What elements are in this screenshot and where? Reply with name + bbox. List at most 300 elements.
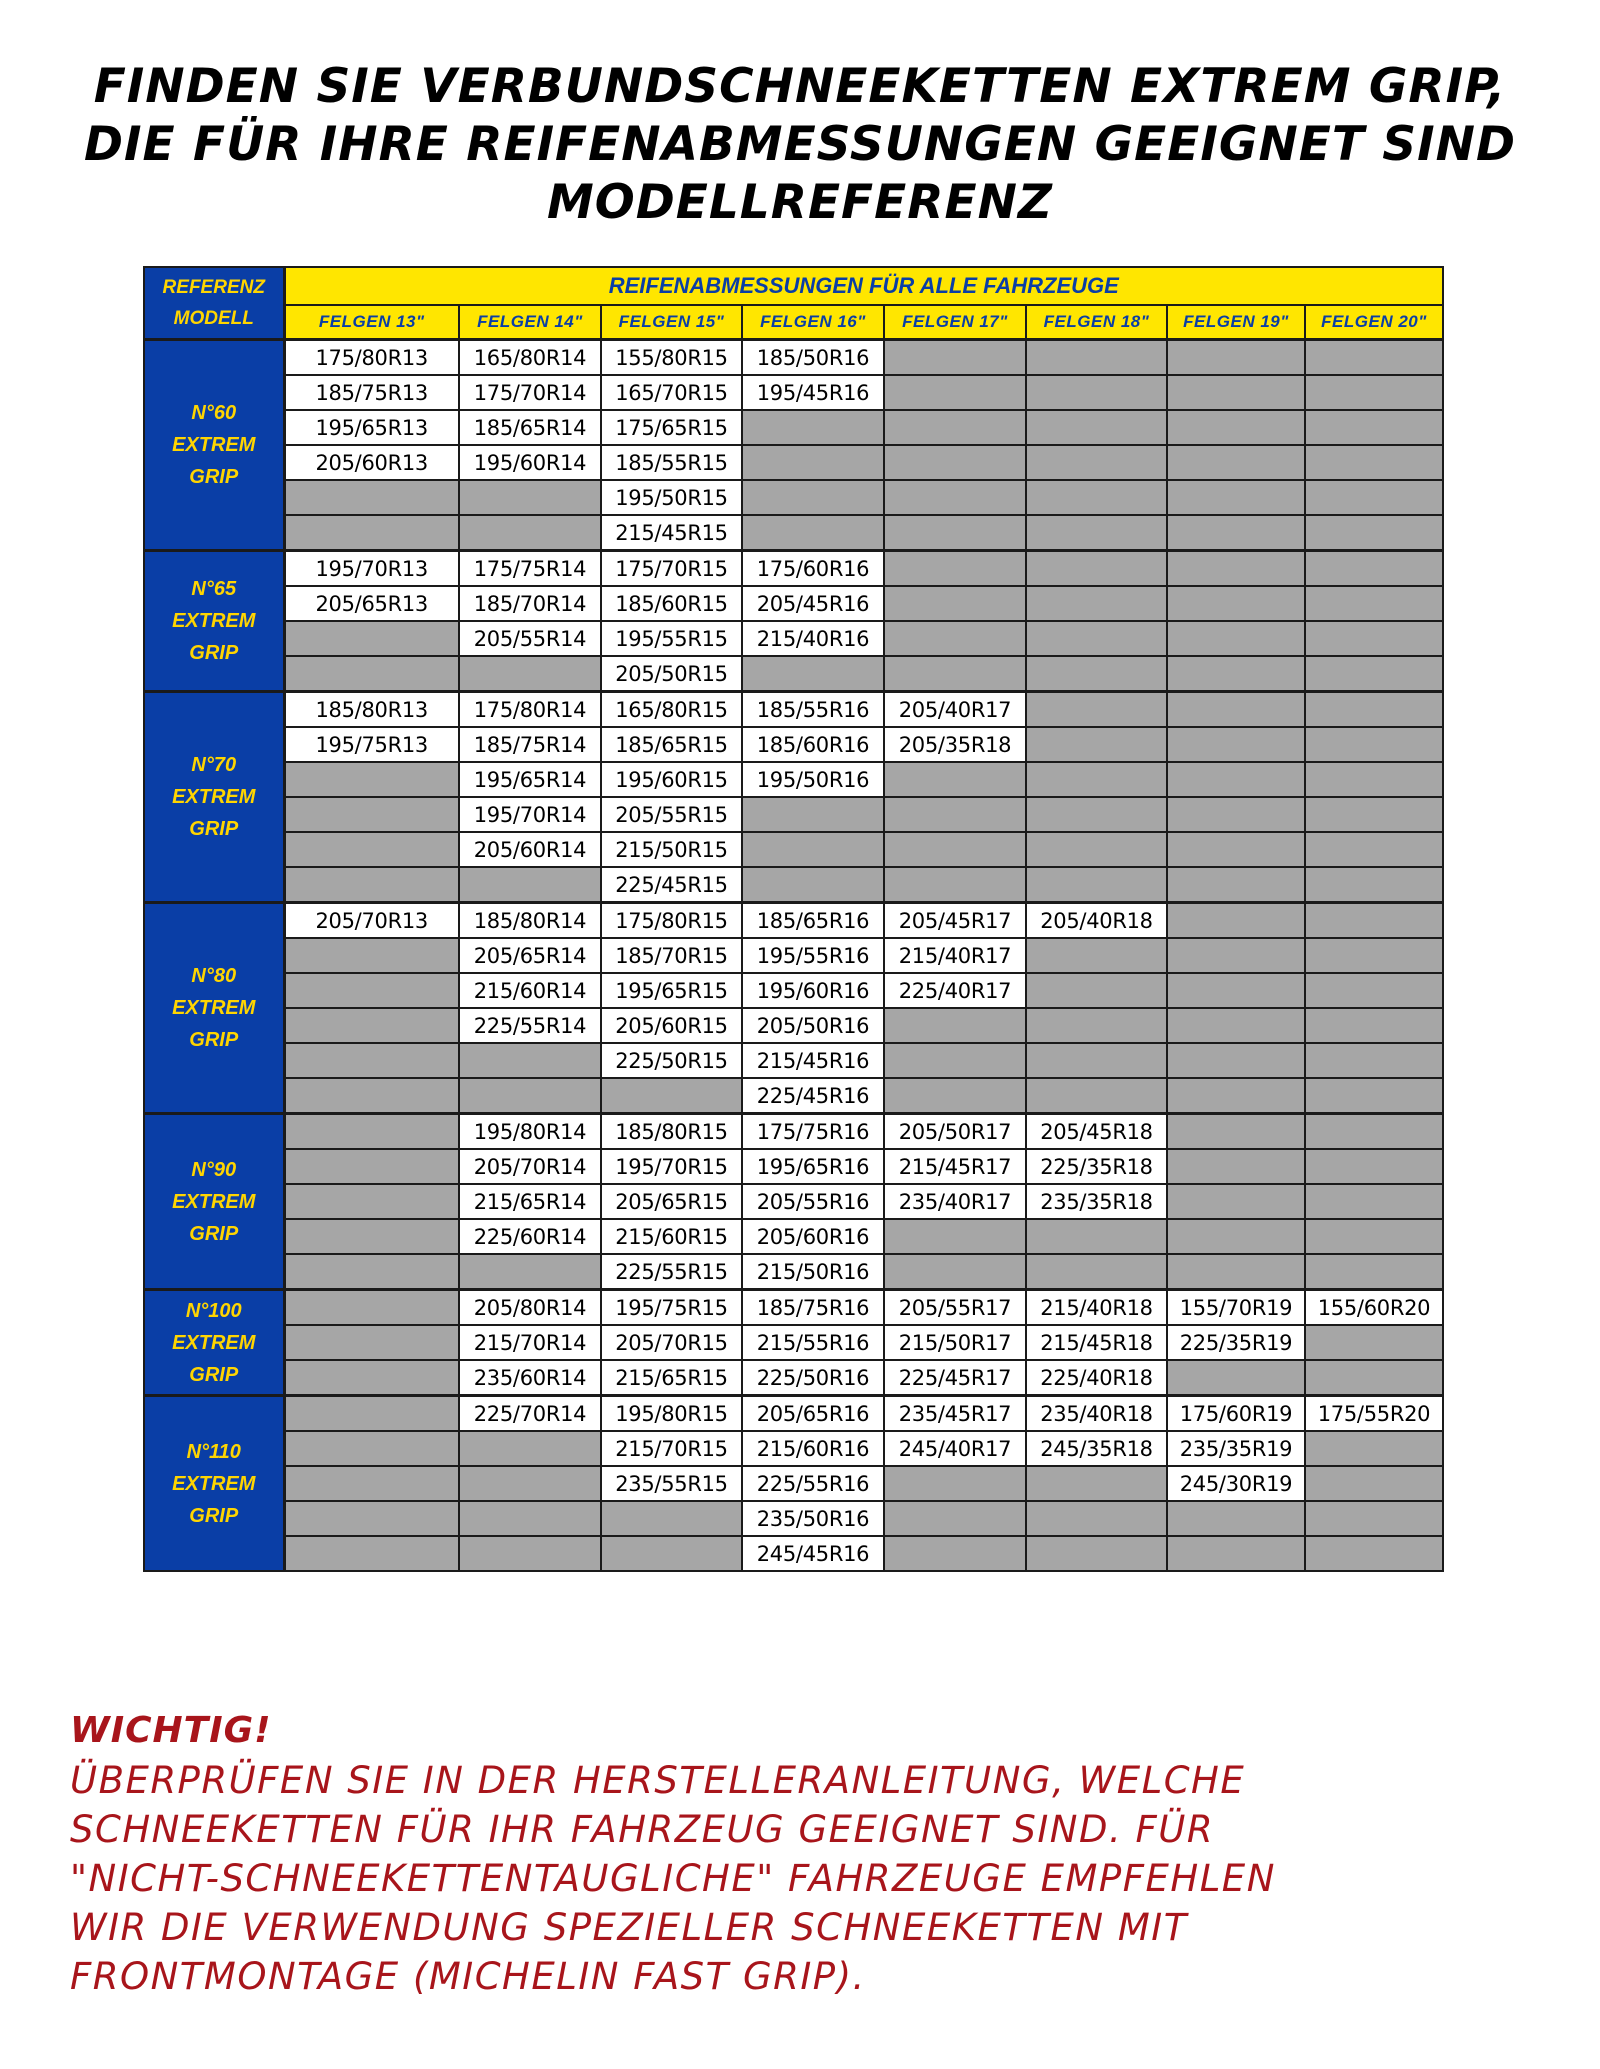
- empty-cell: [284, 973, 459, 1008]
- table-row: [144, 1254, 1443, 1290]
- empty-cell: [284, 1149, 459, 1184]
- empty-cell: [1026, 1501, 1167, 1536]
- empty-cell: [1026, 656, 1167, 692]
- empty-cell: [284, 867, 459, 903]
- model-reference-cell: [144, 692, 284, 903]
- tire-size-cell: 205/50R15: [601, 656, 742, 692]
- tire-size-cell: 215/50R17: [884, 1325, 1026, 1360]
- tire-size-cell: 215/45R17: [884, 1149, 1026, 1184]
- tire-size-cell: 155/70R19: [1167, 1290, 1305, 1326]
- empty-cell: [1305, 621, 1443, 656]
- empty-cell: [459, 1466, 601, 1501]
- tire-size-cell: 225/50R15: [601, 1043, 742, 1078]
- tire-size-cell: 195/55R16: [742, 938, 884, 973]
- empty-cell: [1305, 1325, 1443, 1360]
- empty-cell: [1305, 375, 1443, 410]
- table-row: [144, 1501, 1443, 1536]
- tire-size-cell: 205/60R14: [459, 832, 601, 867]
- empty-cell: [284, 832, 459, 867]
- tire-size-cell: 205/50R17: [884, 1114, 1026, 1150]
- important-heading: WICHTIG!: [70, 1710, 272, 1751]
- empty-cell: [284, 1360, 459, 1396]
- empty-cell: [284, 1325, 459, 1360]
- tire-size-cell: 225/45R16: [742, 1078, 884, 1114]
- tire-size-cell: 185/60R16: [742, 727, 884, 762]
- tire-size-cell: 205/40R18: [1026, 903, 1167, 939]
- empty-cell: [284, 1114, 459, 1150]
- tire-size-cell: 185/70R15: [601, 938, 742, 973]
- tire-size-cell: 225/70R14: [459, 1396, 601, 1432]
- empty-cell: [884, 551, 1026, 587]
- tire-size-cell: 205/70R14: [459, 1149, 601, 1184]
- empty-cell: [459, 656, 601, 692]
- empty-cell: [884, 797, 1026, 832]
- empty-cell: [1305, 1360, 1443, 1396]
- tire-size-cell: 165/80R14: [459, 340, 601, 376]
- model-label-line: N°100: [185, 1299, 242, 1322]
- important-line: WIR DIE VERWENDUNG SPEZIELLER SCHNEEKETTEN MIT: [70, 1906, 1188, 1949]
- empty-cell: [1167, 832, 1305, 867]
- empty-cell: [1026, 1466, 1167, 1501]
- model-label-line: GRIP: [189, 818, 239, 840]
- tire-size-cell: 195/65R13: [284, 410, 459, 445]
- tire-size-cell: 185/60R15: [601, 586, 742, 621]
- empty-cell: [1026, 797, 1167, 832]
- table-row: [144, 340, 1443, 376]
- table-row: [144, 692, 1443, 728]
- empty-cell: [284, 621, 459, 656]
- empty-cell: [1305, 1184, 1443, 1219]
- tire-size-cell: 185/75R14: [459, 727, 601, 762]
- empty-cell: [601, 1536, 742, 1571]
- tire-size-cell: 205/35R18: [884, 727, 1026, 762]
- empty-cell: [1026, 480, 1167, 515]
- model-label-line: N°90: [191, 1158, 237, 1181]
- empty-cell: [284, 762, 459, 797]
- empty-cell: [1167, 621, 1305, 656]
- empty-cell: [1305, 1254, 1443, 1290]
- empty-cell: [284, 1466, 459, 1501]
- table-row: [144, 867, 1443, 903]
- empty-cell: [884, 1536, 1026, 1571]
- empty-cell: [1305, 1149, 1443, 1184]
- table-row: [144, 375, 1443, 410]
- rim-header-13: FELGEN 13": [284, 305, 459, 339]
- tire-size-cell: 235/60R14: [459, 1360, 601, 1396]
- model-label-line: GRIP: [189, 1504, 239, 1527]
- empty-cell: [284, 1008, 459, 1043]
- empty-cell: [1305, 692, 1443, 728]
- empty-cell: [884, 1078, 1026, 1114]
- empty-cell: [1167, 867, 1305, 903]
- table-row: [144, 832, 1443, 867]
- model-label-line: N°110: [186, 1440, 241, 1463]
- empty-cell: [459, 1501, 601, 1536]
- table-row: [144, 1360, 1443, 1396]
- tire-size-cell: 185/50R16: [742, 340, 884, 376]
- empty-cell: [1026, 445, 1167, 480]
- empty-cell: [1167, 1254, 1305, 1290]
- empty-cell: [1305, 515, 1443, 551]
- empty-cell: [1167, 586, 1305, 621]
- important-line: "NICHT-SCHNEEKETTENTAUGLICHE" FAHRZEUGE EMPFEHLEN: [70, 1857, 1276, 1900]
- tire-size-cell: 215/65R14: [459, 1184, 601, 1219]
- tire-size-cell: 185/70R14: [459, 586, 601, 621]
- empty-cell: [459, 1043, 601, 1078]
- model-label-line: EXTREM: [172, 434, 256, 456]
- tire-size-cell: 205/60R13: [284, 445, 459, 480]
- reference-model-header: [144, 267, 284, 340]
- empty-cell: [884, 621, 1026, 656]
- empty-cell: [1026, 762, 1167, 797]
- table-row: [144, 1290, 1443, 1326]
- model-header-line: MODELL: [173, 308, 254, 329]
- model-label-line: EXTREM: [172, 1331, 256, 1354]
- tire-size-cell: 205/45R18: [1026, 1114, 1167, 1150]
- page-title: FINDEN SIE VERBUNDSCHNEEKETTEN EXTREM GRIP, DIE FÜR IHRE REIFENABMESSUNGEN GEEIGNET SIND MODELLREFERENZ: [84, 59, 1516, 230]
- tire-size-cell: 175/55R20: [1305, 1396, 1443, 1432]
- empty-cell: [284, 1184, 459, 1219]
- tire-size-cell: 215/40R18: [1026, 1290, 1167, 1326]
- empty-cell: [601, 1501, 742, 1536]
- empty-cell: [284, 515, 459, 551]
- empty-cell: [884, 832, 1026, 867]
- tire-size-cell: 245/35R18: [1026, 1431, 1167, 1466]
- tire-size-cell: 185/65R16: [742, 903, 884, 939]
- empty-cell: [1026, 938, 1167, 973]
- empty-cell: [1305, 445, 1443, 480]
- tire-size-cell: 205/65R15: [601, 1184, 742, 1219]
- tire-size-cell: 195/70R13: [284, 551, 459, 587]
- table-row: [144, 1043, 1443, 1078]
- empty-cell: [1305, 797, 1443, 832]
- empty-cell: [1305, 410, 1443, 445]
- empty-cell: [1167, 340, 1305, 376]
- tire-size-cell: 225/35R18: [1026, 1149, 1167, 1184]
- table-row: [144, 480, 1443, 515]
- model-label-line: GRIP: [189, 466, 239, 488]
- empty-cell: [1167, 375, 1305, 410]
- tire-size-cell: 185/65R14: [459, 410, 601, 445]
- empty-cell: [1305, 1008, 1443, 1043]
- empty-cell: [1305, 1466, 1443, 1501]
- important-line: ÜBERPRÜFEN SIE IN DER HERSTELLERANLEITUNG, WELCHE: [70, 1759, 1246, 1802]
- tire-size-cell: 235/35R19: [1167, 1431, 1305, 1466]
- empty-cell: [1167, 1536, 1305, 1571]
- empty-cell: [1167, 1219, 1305, 1254]
- tire-size-cell: 175/75R14: [459, 551, 601, 587]
- table-row: [144, 1219, 1443, 1254]
- table-row: [144, 938, 1443, 973]
- empty-cell: [1305, 340, 1443, 376]
- tire-size-cell: 195/55R15: [601, 621, 742, 656]
- table-row: [144, 762, 1443, 797]
- table-row: [144, 727, 1443, 762]
- empty-cell: [1167, 1008, 1305, 1043]
- empty-cell: [1026, 727, 1167, 762]
- tire-size-cell: 185/55R16: [742, 692, 884, 728]
- tire-size-cell: 205/80R14: [459, 1290, 601, 1326]
- empty-cell: [1026, 1254, 1167, 1290]
- tire-size-cell: 205/45R16: [742, 586, 884, 621]
- empty-cell: [1167, 1501, 1305, 1536]
- empty-cell: [742, 410, 884, 445]
- tire-size-cell: 205/65R16: [742, 1396, 884, 1432]
- empty-cell: [1167, 1149, 1305, 1184]
- empty-cell: [884, 480, 1026, 515]
- empty-cell: [1305, 867, 1443, 903]
- tire-size-cell: 235/40R17: [884, 1184, 1026, 1219]
- empty-cell: [884, 410, 1026, 445]
- tire-size-cell: 205/65R13: [284, 586, 459, 621]
- empty-cell: [1305, 551, 1443, 587]
- tire-size-cell: 205/60R15: [601, 1008, 742, 1043]
- empty-cell: [884, 1219, 1026, 1254]
- empty-cell: [1167, 1114, 1305, 1150]
- empty-cell: [459, 515, 601, 551]
- tire-size-cell: 175/80R14: [459, 692, 601, 728]
- empty-cell: [459, 867, 601, 903]
- table-row: [144, 445, 1443, 480]
- table-row: [144, 1149, 1443, 1184]
- tire-size-cell: 245/30R19: [1167, 1466, 1305, 1501]
- empty-cell: [1305, 973, 1443, 1008]
- empty-cell: [1026, 375, 1167, 410]
- tire-size-cell: 225/50R16: [742, 1360, 884, 1396]
- table-row: [144, 586, 1443, 621]
- empty-cell: [284, 797, 459, 832]
- tire-size-cell: 215/70R14: [459, 1325, 601, 1360]
- empty-cell: [742, 656, 884, 692]
- tire-size-cell: 215/40R16: [742, 621, 884, 656]
- empty-cell: [742, 480, 884, 515]
- empty-cell: [742, 515, 884, 551]
- tire-size-cell: 175/65R15: [601, 410, 742, 445]
- table-row: [144, 1396, 1443, 1432]
- tire-size-cell: 185/80R15: [601, 1114, 742, 1150]
- rim-header-15: FELGEN 15": [601, 305, 742, 339]
- table-row: [144, 797, 1443, 832]
- table-row: [144, 410, 1443, 445]
- empty-cell: [1167, 1184, 1305, 1219]
- empty-cell: [1026, 1078, 1167, 1114]
- tire-size-cell: 245/45R16: [742, 1536, 884, 1571]
- model-reference-cell: [144, 1396, 284, 1572]
- empty-cell: [1167, 938, 1305, 973]
- empty-cell: [1026, 515, 1167, 551]
- tire-size-cell: 195/50R15: [601, 480, 742, 515]
- tire-size-cell: 195/75R15: [601, 1290, 742, 1326]
- tire-size-cell: 235/50R16: [742, 1501, 884, 1536]
- tire-size-cell: 185/55R15: [601, 445, 742, 480]
- empty-cell: [1305, 903, 1443, 939]
- tire-size-cell: 225/40R17: [884, 973, 1026, 1008]
- empty-cell: [1026, 340, 1167, 376]
- empty-cell: [1167, 727, 1305, 762]
- tire-size-cell: 225/55R14: [459, 1008, 601, 1043]
- empty-cell: [284, 1290, 459, 1326]
- tire-size-cell: 195/80R15: [601, 1396, 742, 1432]
- empty-cell: [742, 867, 884, 903]
- tire-size-cell: 235/55R15: [601, 1466, 742, 1501]
- table-row: [144, 515, 1443, 551]
- tire-size-cell: 175/60R19: [1167, 1396, 1305, 1432]
- tire-size-cell: 175/80R13: [284, 340, 459, 376]
- empty-cell: [1026, 692, 1167, 728]
- empty-cell: [284, 1396, 459, 1432]
- empty-cell: [284, 1254, 459, 1290]
- empty-cell: [459, 480, 601, 515]
- tire-size-cell: 205/55R14: [459, 621, 601, 656]
- tire-size-cell: 185/75R13: [284, 375, 459, 410]
- model-label-line: EXTREM: [172, 786, 256, 808]
- model-label-line: N°60: [191, 402, 237, 424]
- empty-cell: [884, 1254, 1026, 1290]
- tire-size-cell: 155/60R20: [1305, 1290, 1443, 1326]
- tire-size-cell: 235/45R17: [884, 1396, 1026, 1432]
- model-reference-cell: [144, 340, 284, 551]
- table-row: [144, 1431, 1443, 1466]
- tire-size-cell: 195/65R14: [459, 762, 601, 797]
- empty-cell: [459, 1431, 601, 1466]
- tire-size-cell: 175/75R16: [742, 1114, 884, 1150]
- tire-size-cell: 205/55R16: [742, 1184, 884, 1219]
- tire-size-cell: 195/70R15: [601, 1149, 742, 1184]
- table-row: [144, 551, 1443, 587]
- empty-cell: [742, 797, 884, 832]
- model-label-line: GRIP: [189, 1222, 239, 1245]
- tire-size-cell: 215/45R16: [742, 1043, 884, 1078]
- table-row: [144, 973, 1443, 1008]
- rim-header-14: FELGEN 14": [459, 305, 601, 339]
- tire-size-cell: 235/35R18: [1026, 1184, 1167, 1219]
- empty-cell: [742, 832, 884, 867]
- empty-cell: [884, 1008, 1026, 1043]
- empty-cell: [1305, 586, 1443, 621]
- empty-cell: [884, 515, 1026, 551]
- tire-size-cell: 205/65R14: [459, 938, 601, 973]
- tire-size-cell: 215/65R15: [601, 1360, 742, 1396]
- empty-cell: [1026, 1008, 1167, 1043]
- model-label-line: EXTREM: [172, 997, 256, 1019]
- tire-size-cell: 195/45R16: [742, 375, 884, 410]
- tire-size-cell: 205/70R13: [284, 903, 459, 939]
- model-label-line: N°70: [191, 754, 237, 776]
- tire-size-cell: 155/80R15: [601, 340, 742, 376]
- empty-cell: [284, 1219, 459, 1254]
- model-label-line: GRIP: [189, 1029, 239, 1051]
- tire-dimensions-header: REIFENABMESSUNGEN FÜR ALLE FAHRZEUGE: [284, 267, 1443, 305]
- empty-cell: [1167, 762, 1305, 797]
- important-line: SCHNEEKETTEN FÜR IHR FAHRZEUG GEEIGNET SIND. FÜR: [70, 1808, 1215, 1851]
- empty-cell: [1167, 1360, 1305, 1396]
- empty-cell: [1167, 410, 1305, 445]
- empty-cell: [1026, 867, 1167, 903]
- model-reference-cell: [144, 1290, 284, 1396]
- tire-size-cell: 225/40R18: [1026, 1360, 1167, 1396]
- model-label-line: GRIP: [189, 1363, 239, 1386]
- tire-size-cell: 215/40R17: [884, 938, 1026, 973]
- empty-cell: [884, 1043, 1026, 1078]
- table-row: [144, 1325, 1443, 1360]
- empty-cell: [884, 762, 1026, 797]
- empty-cell: [884, 375, 1026, 410]
- empty-cell: [459, 1254, 601, 1290]
- empty-cell: [1026, 551, 1167, 587]
- table-row: [144, 903, 1443, 939]
- empty-cell: [1167, 515, 1305, 551]
- tire-size-cell: 225/55R16: [742, 1466, 884, 1501]
- empty-cell: [1305, 1043, 1443, 1078]
- tire-size-cell: 215/70R15: [601, 1431, 742, 1466]
- empty-cell: [1026, 832, 1167, 867]
- table-row: [144, 656, 1443, 692]
- tire-size-cell: 195/60R15: [601, 762, 742, 797]
- model-reference-cell: [144, 551, 284, 692]
- tire-size-cell: 165/80R15: [601, 692, 742, 728]
- empty-cell: [459, 1536, 601, 1571]
- empty-cell: [884, 445, 1026, 480]
- empty-cell: [284, 1043, 459, 1078]
- empty-cell: [1305, 1114, 1443, 1150]
- tire-size-cell: 205/55R17: [884, 1290, 1026, 1326]
- empty-cell: [884, 1501, 1026, 1536]
- tire-size-cell: 225/55R15: [601, 1254, 742, 1290]
- rim-header-18: FELGEN 18": [1026, 305, 1167, 339]
- model-reference-cell: [144, 1114, 284, 1290]
- tire-size-cell: 215/50R15: [601, 832, 742, 867]
- model-label-line: GRIP: [189, 642, 239, 664]
- model-label-line: EXTREM: [172, 1472, 256, 1495]
- tire-size-cell: 175/60R16: [742, 551, 884, 587]
- tire-size-cell: 205/70R15: [601, 1325, 742, 1360]
- empty-cell: [1305, 1078, 1443, 1114]
- empty-cell: [1305, 1501, 1443, 1536]
- empty-cell: [1026, 973, 1167, 1008]
- tire-size-cell: 215/45R18: [1026, 1325, 1167, 1360]
- reference-header-line: REFERENZ: [162, 277, 265, 298]
- rim-header-19: FELGEN 19": [1167, 305, 1305, 339]
- table-row: [144, 1184, 1443, 1219]
- tire-size-cell: 185/65R15: [601, 727, 742, 762]
- empty-cell: [884, 1466, 1026, 1501]
- tire-size-cell: 195/50R16: [742, 762, 884, 797]
- model-reference-cell: [144, 903, 284, 1114]
- table-row: [144, 1078, 1443, 1114]
- model-label-line: N°80: [191, 965, 237, 987]
- empty-cell: [1305, 832, 1443, 867]
- tire-size-cell: 215/45R15: [601, 515, 742, 551]
- empty-cell: [284, 938, 459, 973]
- empty-cell: [884, 656, 1026, 692]
- model-label-line: EXTREM: [172, 1190, 256, 1213]
- tire-size-cell: 195/65R15: [601, 973, 742, 1008]
- empty-cell: [601, 1078, 742, 1114]
- empty-cell: [1167, 480, 1305, 515]
- rim-header-16: FELGEN 16": [742, 305, 884, 339]
- empty-cell: [1167, 551, 1305, 587]
- empty-cell: [1167, 1043, 1305, 1078]
- tire-size-cell: 205/50R16: [742, 1008, 884, 1043]
- empty-cell: [1305, 1536, 1443, 1571]
- tire-size-cell: 185/75R16: [742, 1290, 884, 1326]
- tire-size-cell: 205/45R17: [884, 903, 1026, 939]
- tire-size-cell: 205/55R15: [601, 797, 742, 832]
- rim-header-17: FELGEN 17": [884, 305, 1026, 339]
- important-notice: [70, 1706, 1550, 2001]
- tire-size-cell: 215/60R14: [459, 973, 601, 1008]
- table-row: [144, 621, 1443, 656]
